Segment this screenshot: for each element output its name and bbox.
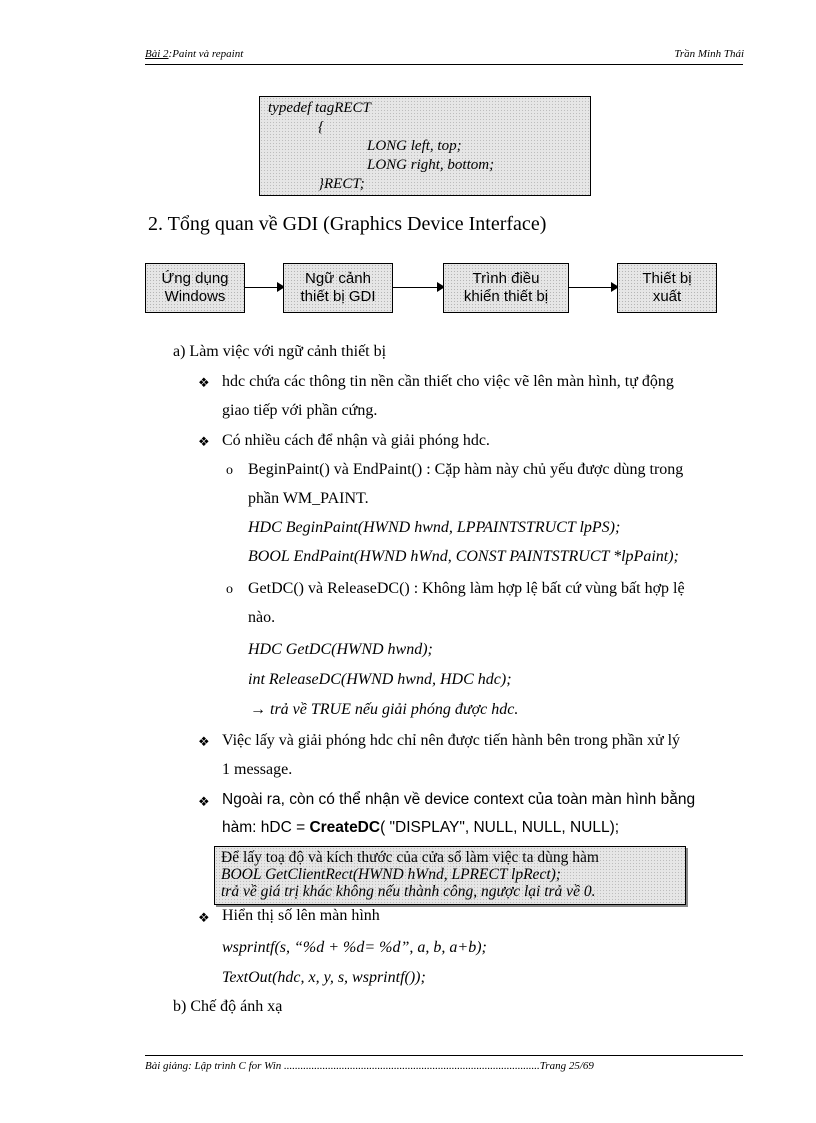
bullet-text: Có nhiều cách để nhận và giải phóng hdc. [222, 432, 490, 449]
page-footer: Bài giảng: Lập trình C for Win .............................................................................................Trang 25/69 [145, 1060, 594, 1072]
flow-arrow [245, 287, 283, 288]
flow-box-label: khiển thiết bị [463, 288, 549, 305]
flow-box-driver [443, 263, 569, 313]
bullet-icon: ❖ [198, 794, 210, 809]
bullet-icon: ❖ [198, 434, 210, 449]
flow-box-label: Ứng dụng [161, 270, 229, 287]
typedef-code-box [259, 96, 591, 196]
result-note: → trả về TRUE nếu giải phóng được hdc. [250, 701, 519, 718]
code-line: TextOut(hdc, x, y, s, wsprintf()); [222, 969, 426, 986]
sub-item-text: GetDC() và ReleaseDC() : Không làm hợp lệ bất cứ vùng bất hợp lệ [248, 580, 685, 597]
code-line: BOOL EndPaint(HWND hWnd, CONST PAINTSTRUCT *lpPaint); [248, 548, 679, 565]
bullet-text: Việc lấy và giải phóng hdc chỉ nên được tiến hành bên trong phần xử lý [222, 732, 681, 749]
bullet-text: 1 message. [222, 761, 293, 778]
flow-box-label: thiết bị GDI [300, 288, 376, 305]
note-line: Để lấy toạ độ và kích thước của cửa sổ làm việc ta dùng hàm [221, 849, 599, 866]
note-line: trả về giá trị khác không nếu thành công, ngược lại trả về 0. [221, 883, 596, 900]
code-line: LONG right, bottom; [367, 157, 495, 173]
bullet-text: Ngoài ra, còn có thể nhận về device context của toàn màn hình bằng [222, 791, 696, 808]
bullet-icon: ❖ [198, 734, 210, 749]
note-line: BOOL GetClientRect(HWND hWnd, LPRECT lpRect); [221, 866, 561, 883]
flow-box-label: xuất [652, 288, 682, 305]
header-rule [145, 64, 743, 65]
bullet-text-part: hàm: hDC = [222, 819, 310, 836]
flow-box-output-device [617, 263, 717, 313]
subsection-heading-a: a) Làm việc với ngữ cảnh thiết bị [173, 343, 387, 360]
flow-box-app [145, 263, 245, 313]
code-line: { [318, 119, 324, 135]
bullet-icon: ❖ [198, 910, 210, 925]
code-line: int ReleaseDC(HWND hwnd, HDC hdc); [248, 671, 512, 688]
bullet-text-part: ( "DISPLAY", NULL, NULL, NULL); [380, 819, 620, 836]
circle-bullet-icon: o [226, 463, 233, 478]
code-line: }RECT; [318, 176, 365, 192]
sub-item-text: phần WM_PAINT. [248, 490, 369, 507]
flow-box-label: Thiết bị [642, 270, 692, 287]
bullet-text: giao tiếp với phần cứng. [222, 402, 378, 419]
lesson-title: :Paint và repaint [168, 48, 244, 60]
bullet-text [222, 819, 619, 837]
bullet-icon: ❖ [198, 375, 210, 390]
lesson-number: Bài 2 [145, 48, 169, 60]
code-line: LONG left, top; [367, 138, 462, 154]
sub-item-text: BeginPaint() và EndPaint() : Cặp hàm này chủ yếu được dùng trong [248, 461, 684, 478]
running-header-left [145, 48, 243, 60]
bullet-text: Hiển thị số lên màn hình [222, 907, 380, 924]
running-header-author: Trần Minh Thái [674, 48, 744, 60]
function-name: CreateDC [309, 819, 381, 836]
flow-box-label: Windows [164, 288, 226, 305]
flow-box-label: Ngữ cảnh [305, 270, 371, 287]
flow-box-label: Trình điều [472, 270, 540, 287]
subsection-heading-b: b) Chế độ ánh xạ [173, 998, 283, 1015]
section-title: 2. Tổng quan về GDI (Graphics Device Interface) [148, 213, 547, 235]
circle-bullet-icon: o [226, 582, 233, 597]
flow-arrow [393, 287, 443, 288]
code-line: HDC GetDC(HWND hwnd); [248, 641, 433, 658]
code-line: wsprintf(s, “%d + %d= %d”, a, b, a+b); [222, 939, 487, 956]
code-line: HDC BeginPaint(HWND hwnd, LPPAINTSTRUCT lpPS); [248, 519, 621, 536]
bullet-text: hdc chứa các thông tin nền cần thiết cho việc vẽ lên màn hình, tự động [222, 373, 674, 390]
flow-box-gdi-context [283, 263, 393, 313]
flow-arrow [569, 287, 617, 288]
note-box [214, 846, 686, 905]
sub-item-text: nào. [248, 609, 276, 626]
code-line: typedef tagRECT [268, 100, 371, 116]
footer-rule [145, 1055, 743, 1056]
